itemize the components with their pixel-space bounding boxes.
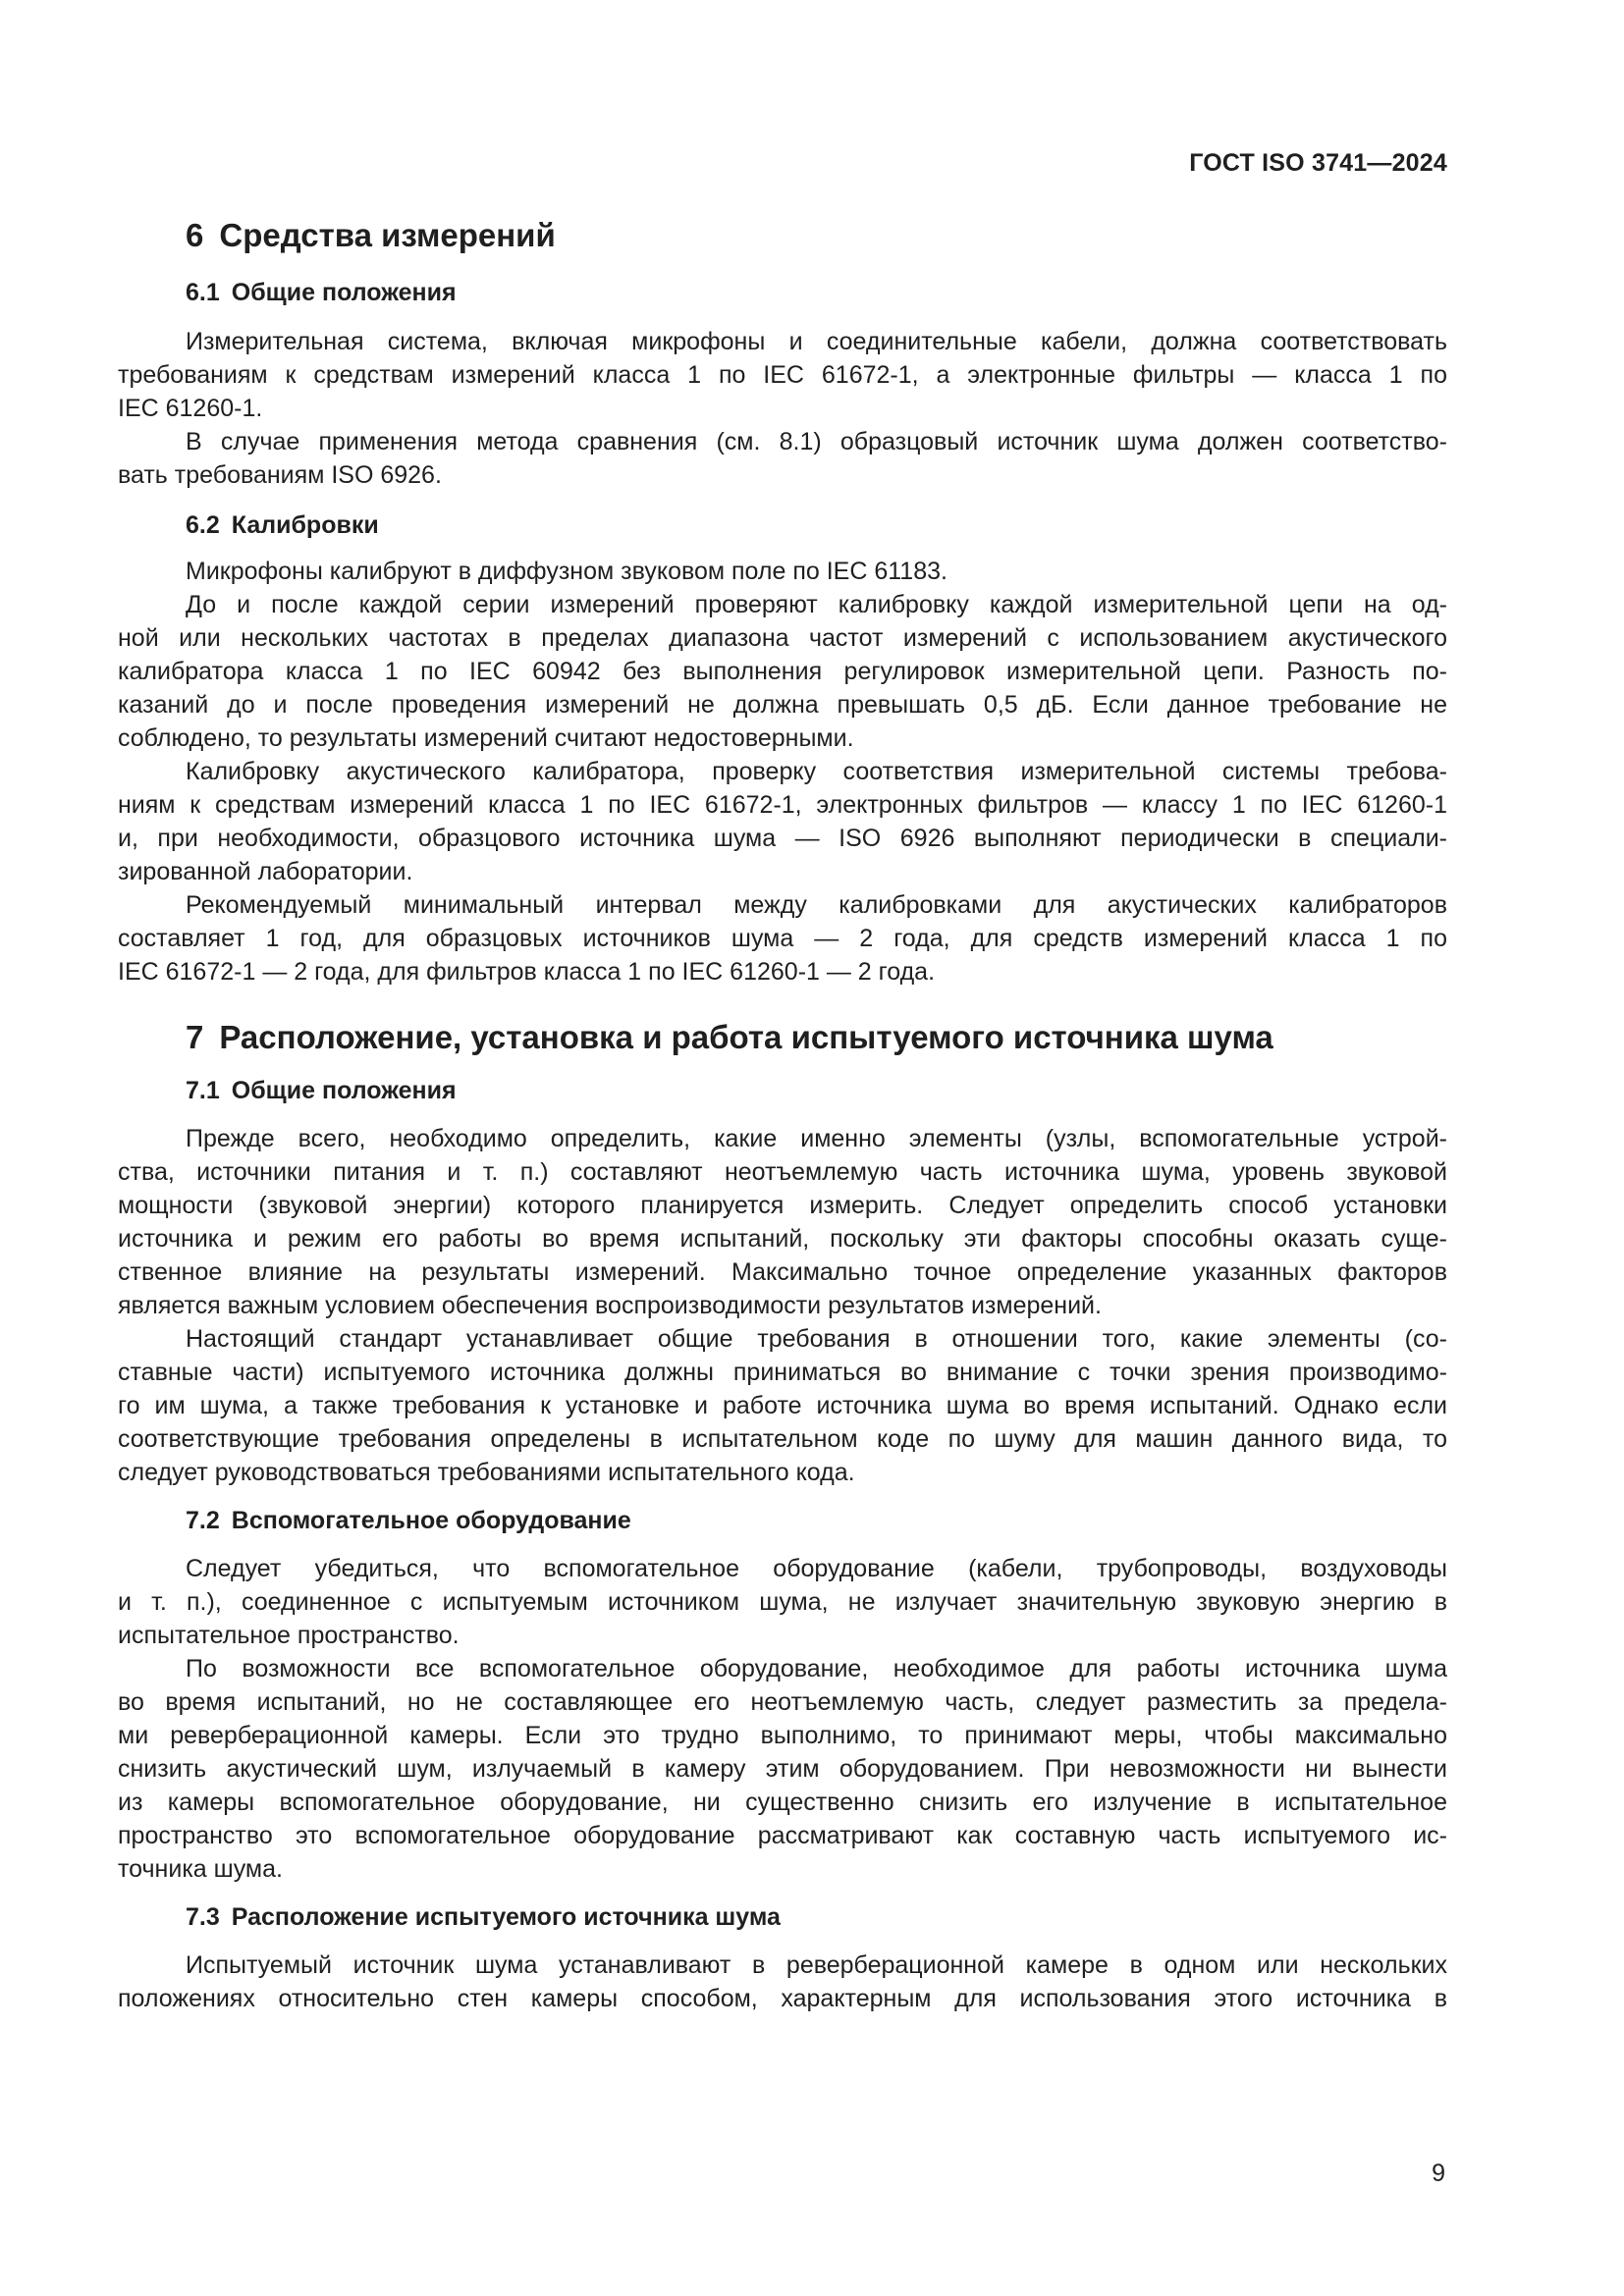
subsection-7-3-heading: 7.3 Расположение испытуемого источника шума [186,1903,781,1931]
subsection-7-1-heading: 7.1 Общие положения [186,1077,457,1104]
subsection-6-2-heading: 6.2 Калибровки [186,511,379,539]
paragraph: До и после каждой серии измерений проверяют калибровку каждой измерительной цепи на од- ной или нескольких частотах в пределах диапазона частот измерений с использованием акустического калибратора класса 1 по IEC 60942 без выполнения регулировок измерительной цепи. Разность по- казаний до и после проведения измерений не должна превышать 0,5 дБ. Если данное требование не соблюдено, то результаты измерений считают недостоверными. [118,591,1447,752]
section-7-heading: 7 Расположение, установка и работа испытуемого источника шума [186,1019,1273,1055]
paragraph: В случае применения метода сравнения (см. 8.1) образцовый источник шума должен соответство- вать требованиям ISO 6926. [118,428,1447,489]
paragraph: Настоящий стандарт устанавливает общие требования в отношении того, какие элементы (со- ставные части) испытуемого источника должны приниматься во внимание с точки зрения производимо- го им шума, а также требования к установке и работе источника шума во время испытаний. Однако если соответствующие требования определены в испытательном коде по шуму для машин данного вида, то следует руководствоваться требованиями испытательного кода. [118,1325,1447,1486]
paragraph: Калибровку акустического калибратора, проверку соответствия измерительной системы требова- ниям к средствам измерений класса 1 по IEC 61672-1, электронных фильтров — классу 1 по IEC 61260-1 и, при необходимости, образцового источника шума — ISO 6926 выполняют периодически в специали- зированной лаборатории. [118,758,1447,885]
paragraph: Следует убедиться, что вспомогательное оборудование (кабели, трубопроводы, воздуховоды и т. п.), соединенное с испытуемым источником шума, не излучает значительную звуковую энергию в испытательное пространство. [118,1555,1447,1649]
document-header: ГОСТ ISO 3741—2024 [1189,149,1447,177]
subsection-6-1-heading: 6.1 Общие положения [186,279,457,306]
paragraph: Прежде всего, необходимо определить, какие именно элементы (узлы, вспомогательные устрой- ства, источники питания и т. п.) составляют неотъемлемую часть источника шума, уровень звуковой мощности (звуковой энергии) которого планируется измерить. Следует определить способ установки источника и режим его работы во время испытаний, поскольку эти факторы способны оказать суще- ственное влияние на результаты измерений. Максимально точное определение указанных факторов является важным условием обеспечения воспроизводимости результатов измерений. [118,1125,1447,1319]
paragraph: Рекомендуемый минимальный интервал между калибровками для акустических калибраторов составляет 1 год, для образцовых источников шума — 2 года, для средств измерений класса 1 по IEC 61672-1 — 2 года, для фильтров класса 1 по IEC 61260-1 — 2 года. [118,891,1447,986]
subsection-7-2-heading: 7.2 Вспомогательное оборудование [186,1507,631,1534]
document-body [118,216,1447,2015]
paragraph: Испытуемый источник шума устанавливают в реверберационной камере в одном или нескольких положениях относительно стен камеры способом, характерным для использования этого источника в [118,1951,1447,2012]
section-6-heading: 6 Средства измерений [186,217,556,253]
page-number: 9 [1432,2160,1445,2187]
paragraph: Микрофоны калибруют в диффузном звуковом поле по IEC 61183. [186,558,947,585]
paragraph: Измерительная система, включая микрофоны и соединительные кабели, должна соответствовать требованиям к средствам измерений класса 1 по IEC 61672-1, а электронные фильтры — класса 1 по IEC 61260-1. [118,328,1447,422]
paragraph: По возможности все вспомогательное оборудование, необходимое для работы источника шума во время испытаний, но не составляющее его неотъемлемую часть, следует разместить за предела- ми реверберационной камеры. Если это трудно выполнимо, то принимают меры, чтобы максимально снизить акустический шум, излучаемый в камеру этим оборудованием. При невозможности ни вынести из камеры вспомогательное оборудование, ни существенно снизить его излучение в испытательное пространство это вспомогательное оборудование рассматривают как составную часть испытуемого ис- точника шума. [118,1655,1447,1883]
